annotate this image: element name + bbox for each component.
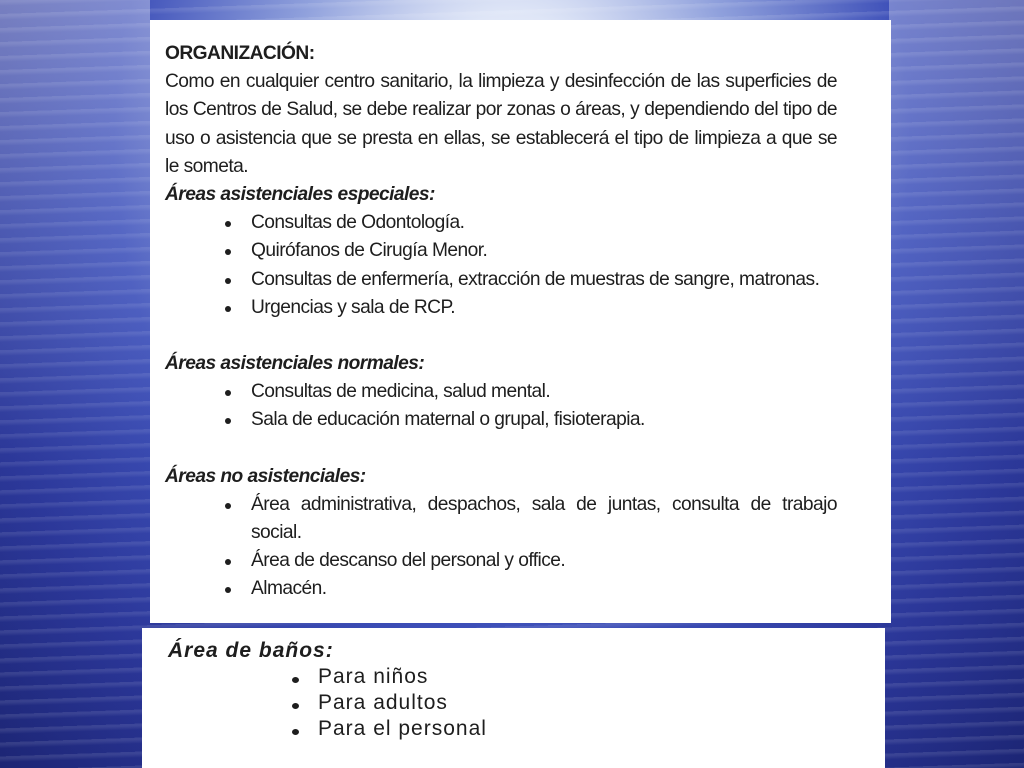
spacer bbox=[165, 435, 837, 463]
list-item: Almacén. bbox=[165, 575, 837, 603]
list-non-care-areas bbox=[165, 491, 837, 604]
background-glow-left bbox=[0, 0, 150, 768]
heading-special-areas: Áreas asistenciales especiales: bbox=[165, 184, 435, 206]
list-item: Para niños bbox=[168, 664, 885, 690]
list-item: Quirófanos de Cirugía Menor. bbox=[165, 237, 837, 265]
list-item: Área de descanso del personal y office. bbox=[165, 547, 837, 575]
intro-paragraph: Como en cualquier centro sanitario, la limpieza y desinfección de las superficies de los Centros de Salud, se debe realizar por zonas o áreas, y dependiendo del tipo de uso o asistencia que se presta en ellas, se establecerá el tipo de limpieza a que se le someta. bbox=[165, 71, 837, 177]
list-normal-areas bbox=[165, 378, 837, 434]
list-item: Consultas de enfermería, extracción de muestras de sangre, matronas. bbox=[165, 266, 837, 294]
heading-normal-areas: Áreas asistenciales normales: bbox=[165, 353, 425, 375]
spacer bbox=[165, 322, 837, 350]
list-item: Para adultos bbox=[168, 690, 885, 716]
list-item: Sala de educación maternal o grupal, fisioterapia. bbox=[165, 406, 837, 434]
organization-panel bbox=[150, 20, 891, 623]
list-special-areas bbox=[165, 209, 837, 322]
list-item: Consultas de Odontología. bbox=[165, 209, 837, 237]
list-item: Para el personal bbox=[168, 716, 885, 742]
heading-bathrooms: Área de baños: bbox=[168, 639, 334, 662]
list-item: Urgencias y sala de RCP. bbox=[165, 294, 837, 322]
list-item: Área administrativa, despachos, sala de juntas, consulta de trabajo social. bbox=[165, 491, 837, 547]
list-item: Consultas de medicina, salud mental. bbox=[165, 378, 837, 406]
background-glow-right bbox=[889, 0, 1024, 768]
section-title: ORGANIZACIÓN: bbox=[165, 43, 315, 64]
bathrooms-panel bbox=[142, 628, 885, 768]
list-bathrooms bbox=[168, 664, 885, 742]
heading-non-care-areas: Áreas no asistenciales: bbox=[165, 465, 366, 487]
